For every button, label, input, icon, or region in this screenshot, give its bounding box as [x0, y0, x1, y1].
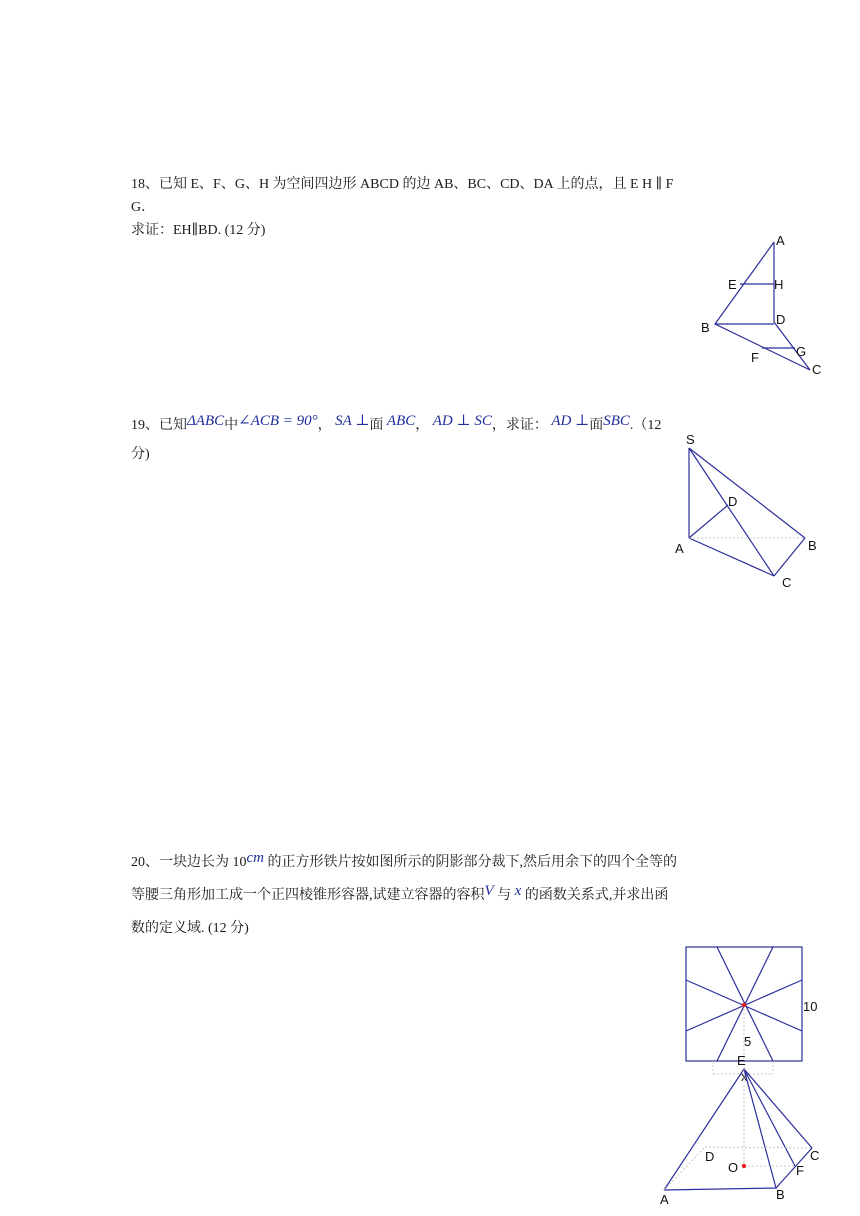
q20-label-o: O: [728, 1160, 739, 1175]
q18-line-3: 求证：EH∥BD. (12 分): [131, 223, 266, 238]
q19-math-angle: ∠ACB = 90°: [238, 413, 318, 429]
q20-var-x: x: [514, 883, 522, 899]
q20-pyramid-slant-ef: [744, 1069, 795, 1166]
q19-line-1: [131, 413, 662, 435]
q19-label-s: S: [686, 432, 695, 447]
q20-pyramid-base-ad: [664, 1147, 705, 1190]
q19-edge-bc: [774, 538, 805, 576]
q20-line-3: 数的定义域. (12 分): [131, 921, 249, 936]
q20-label-5: 5: [744, 1034, 752, 1049]
q19-label-c: C: [782, 575, 792, 590]
q20-pyramid-base-dc: [705, 1147, 812, 1148]
q18-label-d: D: [776, 312, 786, 327]
q19-edge-sb: [689, 448, 805, 538]
q19-text-7: .（12: [629, 418, 662, 433]
q20-label-c: C: [810, 1148, 820, 1163]
q20-label-e: E: [737, 1053, 746, 1068]
q18-label-h: H: [774, 277, 784, 292]
q19-text-5: ，求证：: [491, 418, 548, 433]
q19-math-triangle: ΔABC: [187, 413, 225, 429]
q20-label-d: D: [705, 1149, 715, 1164]
q20-line-1: [131, 850, 677, 872]
q19-prefix: 19、已知: [131, 418, 187, 433]
q19-text-1: 中: [224, 418, 239, 433]
q19-figure: [670, 428, 830, 593]
q20-prefix: 20、一块边长为 10: [131, 855, 247, 870]
q19-label-d: D: [728, 494, 738, 509]
q19-line-2: 分): [131, 447, 150, 462]
q20-unit: cm: [246, 850, 264, 866]
q19-text-6: 面: [589, 418, 604, 433]
q19-math-sa: SA ⊥: [335, 413, 370, 429]
q20-label-b: B: [776, 1187, 785, 1202]
q20-sheet-center-point: [742, 1003, 746, 1007]
q18-label-b: B: [701, 320, 710, 335]
q19-edge-ad: [689, 505, 728, 538]
q19-text-2: ，: [317, 418, 332, 433]
q18-line-2: G．: [131, 200, 156, 215]
q20-figure: [655, 940, 835, 1212]
q19-math-sbc: SBC: [603, 413, 630, 429]
q20-base-center-point: [742, 1164, 746, 1168]
q19-math-ad-sc: AD ⊥ SC: [432, 413, 492, 429]
q19-text-3: 面: [369, 418, 384, 433]
q19-math-ad: AD ⊥: [551, 413, 590, 429]
q20-var-v: V: [484, 883, 494, 899]
q20-text-4: 的函数关系式,并求出函: [524, 888, 669, 903]
q20-text-1: 的正方形铁片按如图所示的阴影部分裁下,然后用余下的四个全等的: [267, 855, 677, 870]
q20-label-x: x: [741, 1069, 748, 1084]
q19-label-b: B: [808, 538, 817, 553]
q19-label-a: A: [675, 541, 684, 556]
q18-line-1: 18、已知 E、F、G、H 为空间四边形 ABCD 的边 AB、BC、CD、DA 上的点，且 E H ∥ F: [131, 177, 674, 192]
q18-figure: [690, 230, 830, 380]
q20-text-3: 与: [497, 888, 512, 903]
q18-label-c: C: [812, 362, 822, 377]
q20-pyramid-base-bc: [776, 1148, 812, 1188]
q18-label-a: A: [776, 233, 785, 248]
q18-label-f: F: [751, 350, 759, 365]
q20-label-a: A: [660, 1192, 669, 1207]
q20-label-f: F: [796, 1163, 804, 1178]
q20-label-10: 10: [803, 999, 818, 1014]
q20-line-2: [131, 883, 669, 905]
q18-label-e: E: [728, 277, 737, 292]
q19-math-abc: ABC: [386, 413, 416, 429]
q20-text-2: 等腰三角形加工成一个正四棱锥形容器,试建立容器的容积: [131, 888, 485, 903]
q18-label-g: G: [796, 344, 807, 359]
q19-text-4: ，: [415, 418, 430, 433]
